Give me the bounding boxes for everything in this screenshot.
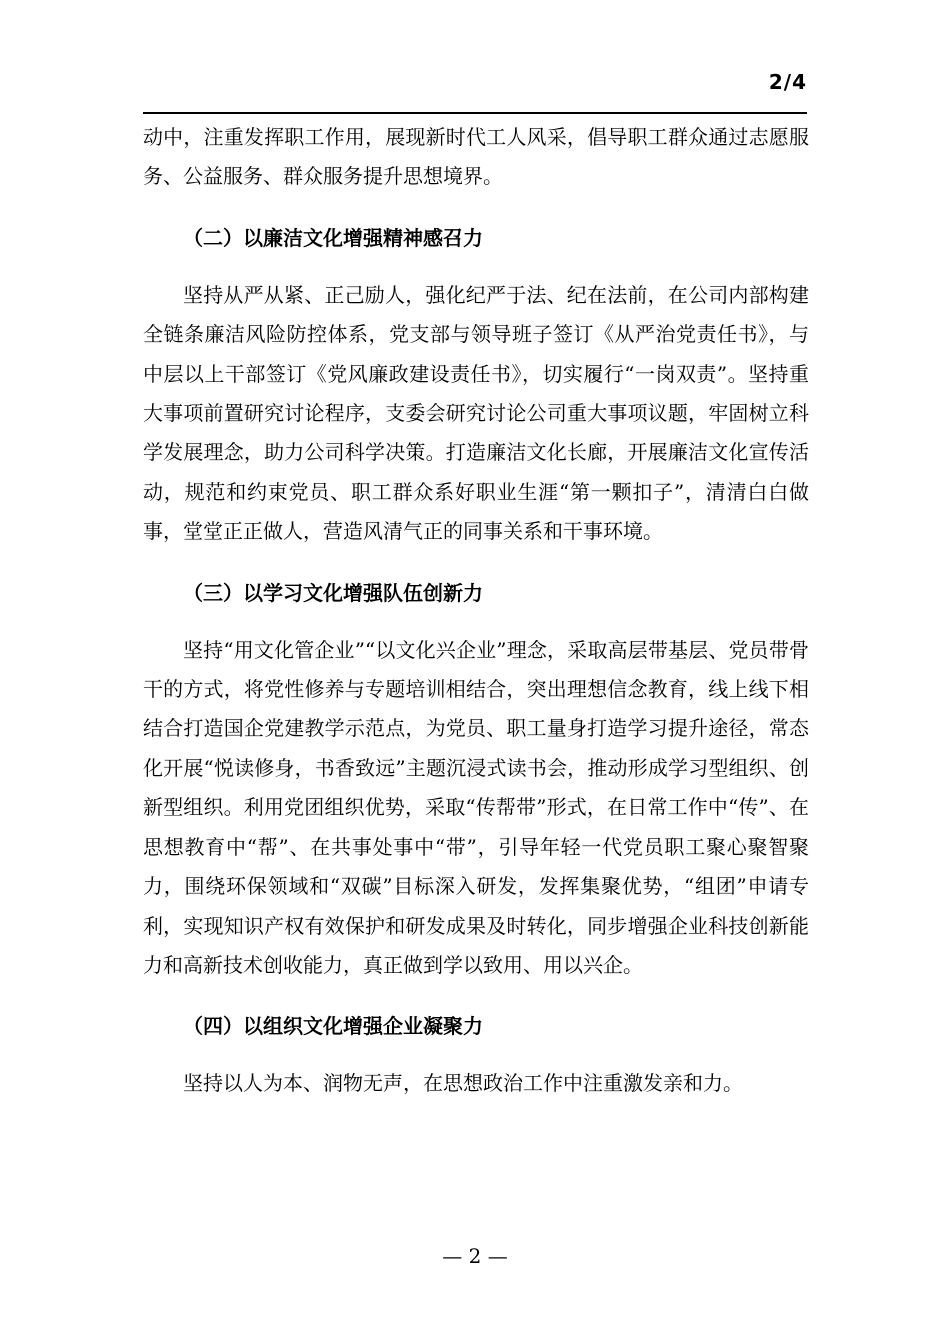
page-number-footer: — 2 —: [442, 1244, 508, 1268]
section-paragraph-4: 坚持以人为本、润物无声，在思想政治工作中注重激发亲和力。: [183, 1071, 743, 1096]
section-heading-3: （三）以学习文化增强队伍创新力: [183, 580, 483, 605]
section-heading-2: （二）以廉洁文化增强精神感召力: [183, 225, 483, 250]
document-body: [143, 118, 809, 1104]
header-rule: [143, 112, 807, 114]
intro-paragraph: 动中，注重发挥职工作用，展现新时代工人风采，倡导职工群众通过志愿服务、公益服务、群众服务提升思想境界。: [143, 125, 809, 189]
section-paragraph-2: 坚持从严从紧、正己励人，强化纪严于法、纪在法前，在公司内部构建全链条廉洁风险防控体系，党支部与领导班子签订《从严治党责任书》，与中层以上干部签订《党风廉政建设责任书》，切实履行“一岗双责”。坚持重大事项前置研究讨论程序，支委会研究讨论公司重大事项议题，牢固树立科学发展理念，助力公司科学决策。打造廉洁文化长廊，开展廉洁文化宣传活动，规范和约束党员、职工群众系好职业生涯“第一颗扣子”，清清白白做事，堂堂正正做人，营造风清气正的同事关系和干事环境。: [143, 282, 809, 544]
section-paragraph-3: 坚持“用文化管企业”“以文化兴企业”理念，采取高层带基层、党员带骨干的方式，将党性修养与专题培训相结合，突出理想信念教育，线上线下相结合打造国企党建教学示范点，为党员、职工量身打造学习提升途径，常态化开展“悦读修身，书香致远”主题沉浸式读书会，推动形成学习型组织、创新型组织。利用党团组织优势，采取“传帮带”形式，在日常工作中“传”、在思想教育中“帮”、在共事处事中“带”，引导年轻一代党员职工聚心聚智聚力，围绕环保领域和“双碳”目标深入研发，发挥集聚优势，“组团”申请专利，实现知识产权有效保护和研发成果及时转化，同步增强企业科技创新能力和高新技术创收能力，真正做到学以致用、用以兴企。: [143, 637, 809, 977]
section-heading-4: （四）以组织文化增强企业凝聚力: [183, 1014, 483, 1039]
page-indicator: 2/4: [768, 70, 807, 94]
